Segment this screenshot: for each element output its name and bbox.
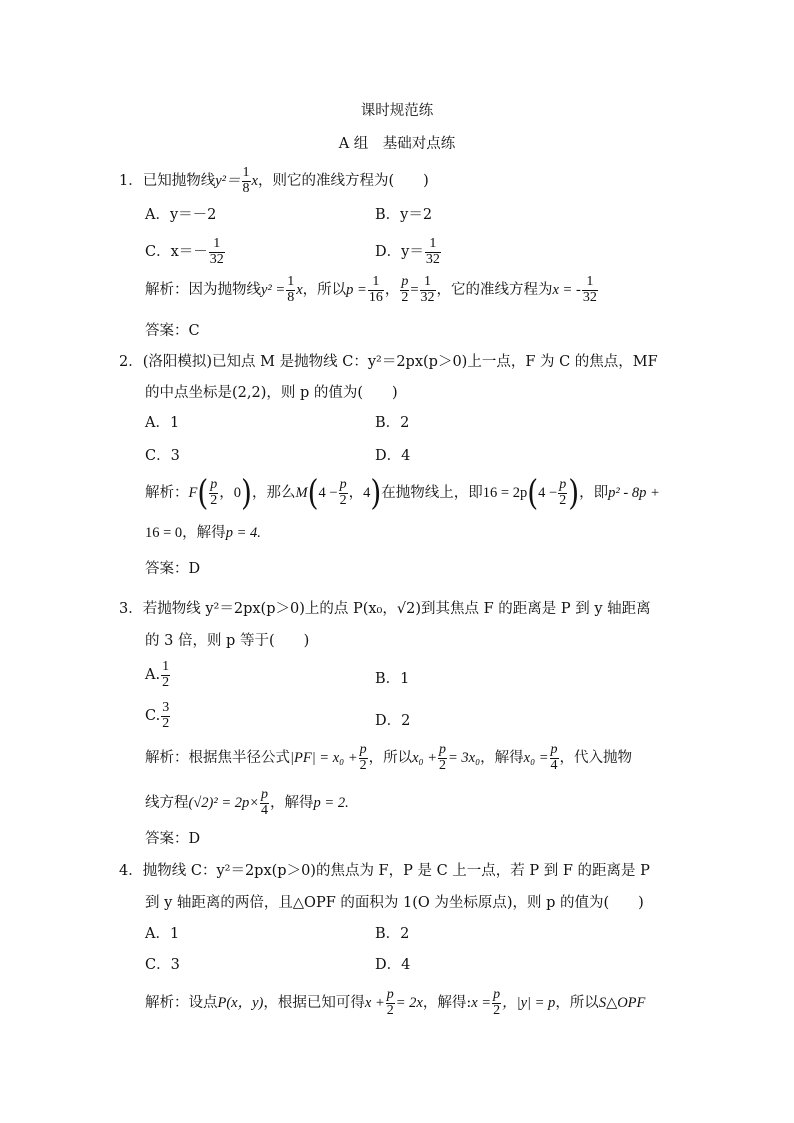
- q2-option-d: D．4: [375, 448, 411, 464]
- q1-answer: 答案：C: [145, 323, 200, 339]
- solution-label: 解析：: [145, 994, 189, 1011]
- q1-number: 1．: [119, 172, 143, 189]
- q3-option-d: D．2: [375, 713, 411, 729]
- q4-option-d: D．4: [375, 957, 411, 973]
- q4-option-a: A．1: [145, 926, 180, 942]
- page-subtitle: A 组 基础对点练: [338, 136, 456, 152]
- q1-solution: 解析：因为抛物线y² = $\frac{1}{8}$ x，所以p = $\frac{1}{16}$ ， $\frac{p}{2}$ = $\frac{1}{32}$ ，它的准线方程为x = - $\frac{1}{32}$: [145, 274, 597, 305]
- q3-solution-line2: 线方程(√2)² = 2p× $\frac{p}{4}$ ，解得p = 2.: [145, 787, 349, 818]
- q1-option-b: B．y＝2: [375, 207, 433, 223]
- q1-option-a: A．y＝－2: [145, 207, 217, 223]
- page-title: 课时规范练: [360, 103, 434, 119]
- q1-fraction: $\frac{1}{8}$: [242, 165, 250, 196]
- q2-solution-line2: 16 = 0，解得p = 4.: [145, 525, 261, 541]
- q1-stem: 1．已知抛物线y²＝ $\frac{1}{8}$ x，则它的准线方程为( ): [119, 165, 429, 196]
- q1-option-d: D．y＝ $\frac{1}{32}$: [375, 236, 440, 267]
- q2-number: 2．: [119, 354, 143, 370]
- q3-stem-line2: 的 3 倍，则 p 等于( ): [145, 633, 310, 649]
- q4-solution: 解析：设点P(x，y)，根据已知可得x + $\frac{p}{2}$ = 2x，解得:x = $\frac{p}{2}$ ，|y| = p，所以S△OPF: [145, 987, 646, 1018]
- q2-option-b: B．2: [375, 415, 410, 431]
- q1-stem-b: ，则它的准线方程为( ): [257, 172, 429, 189]
- q3-answer: 答案：D: [145, 831, 201, 847]
- q1-eq: y²＝: [215, 172, 241, 189]
- q2-answer: 答案：D: [145, 561, 201, 577]
- solution-label: 解析：: [145, 281, 189, 298]
- q1-option-c: C．x＝－ $\frac{1}{32}$: [145, 236, 224, 267]
- q4-option-c: C．3: [145, 957, 180, 973]
- q2-option-c: C．3: [145, 448, 180, 464]
- q3-option-c: C. $\frac{3}{2}$: [145, 700, 170, 731]
- q3-option-a: A. $\frac{1}{2}$: [145, 659, 170, 690]
- q4-stem-line1: 4．抛物线 C：y²＝2px(p＞0)的焦点为 F，P 是 C 上一点，若 P 到 F 的距离是 P: [119, 863, 650, 879]
- solution-label: 解析：: [145, 749, 189, 766]
- q2-option-a: A．1: [145, 415, 180, 431]
- q3-solution: 解析：根据焦半径公式|PF| = x₀ + $\frac{p}{2}$ ，所以x₀ + $\frac{p}{2}$ = 3x₀，解得x₀ = $\frac{p}{4}$ ，代入抛物: [145, 742, 633, 773]
- q2-stem-line2: 的中点坐标是(2,2)，则 p 的值为( ): [145, 385, 398, 401]
- q3-stem-line1: 3．若抛物线 y²＝2px(p＞0)上的点 P(x₀，√2)到其焦点 F 的距离是 P 到 y 轴距离: [119, 601, 651, 617]
- q4-number: 4．: [119, 863, 143, 879]
- q3-number: 3．: [119, 601, 143, 617]
- q2-solution: 解析：F( $\frac{p}{2}$ ，0)，那么M(4 − $\frac{p}{2}$ ，4)在抛物线上，即16 = 2p(4 − $\frac{p}{2}$ )，即p² - 8p +: [145, 471, 660, 514]
- q1-stem-a: 已知抛物线: [142, 172, 216, 189]
- q4-option-b: B．2: [375, 926, 410, 942]
- solution-label: 解析：: [145, 484, 189, 501]
- q4-stem-line2: 到 y 轴距离的两倍，且△OPF 的面积为 1(O 为坐标原点)，则 p 的值为( ): [145, 895, 644, 911]
- q2-stem-line1: 2．(洛阳模拟)已知点 M 是抛物线 C：y²＝2px(p＞0)上一点，F 为 C 的焦点，MF: [119, 354, 658, 370]
- q3-option-b: B．1: [375, 671, 410, 687]
